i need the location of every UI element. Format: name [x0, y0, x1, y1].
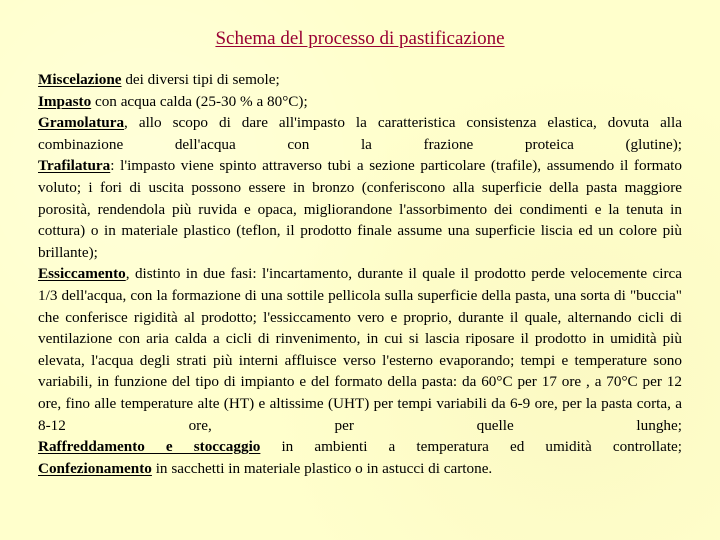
step-term: Confezionamento [38, 459, 152, 477]
step-term: Gramolatura [38, 114, 125, 132]
process-steps-text [38, 69, 682, 479]
step-term: Raffreddamento e stoccaggio [38, 438, 261, 456]
step-description: con acqua calda (25-30 % a 80°C); [91, 92, 308, 110]
step-gramolatura [38, 112, 682, 155]
step-trafilatura [38, 155, 682, 263]
step-impasto [38, 91, 682, 113]
step-description: , distinto in due fasi: l'incartamento, durante il quale il prodotto perde velocemente circa 1/3 dell'acqua, con la formazione di una sottile pellicola sulla superficie della pasta, una sorta di "buccia" che conferisce rigidità al prodotto; l'essiccamento vero e proprio, durante il quale, alternando cicli di ventilazione con aria calda a cicli di rinvenimento, in cui si lascia riposare il prodotto in umidità più elevata, l'acqua degli strati più interni affluisce verso l'esterno evaporando; tempi e temperature sono variabili, in funzione del tipo di impianto e del formato della pasta: da 60°C per 17 ore , a 70°C per 12 ore, fino alle temperature alte (HT) e altissime (UHT) per tempi variabili da 6-9 ore, per la pasta corta, a 8-12 ore, per quelle lunghe; [38, 265, 682, 434]
step-description: , allo scopo di dare all'impasto la caratteristica consistenza elastica, dovuta alla combinazione dell'acqua con la frazione proteica (glutine); [38, 114, 682, 153]
step-term: Miscelazione [38, 71, 122, 88]
step-confezionamento [38, 458, 682, 480]
step-term: Essiccamento [38, 265, 126, 283]
step-miscelazione [38, 69, 682, 91]
step-essiccamento [38, 263, 682, 436]
page-title: Schema del processo di pastificazione [215, 28, 505, 49]
step-description: in ambienti a temperatura ed umidità controllate; [260, 438, 682, 456]
step-raffreddamento [38, 436, 682, 458]
step-description: dei diversi tipi di semole; [121, 71, 280, 88]
step-term: Trafilatura [38, 157, 111, 175]
step-description: in sacchetti in materiale plastico o in astucci di cartone. [151, 459, 493, 477]
step-term: Impasto [38, 92, 92, 110]
step-description: : l'impasto viene spinto attraverso tubi a sezione particolare (trafile), assumendo il formato voluto; i fori di uscita possono essere in bronzo (conferiscono alla superficie della pasta maggiore porosità, rendendola più ruvida e opaca, migliorandone l'assorbimento dei condimenti e la tenuta in cottura) o in materiale plastico (teflon, il prodotto finale assume una superficie liscia ed un colore più brillante); [38, 157, 682, 261]
